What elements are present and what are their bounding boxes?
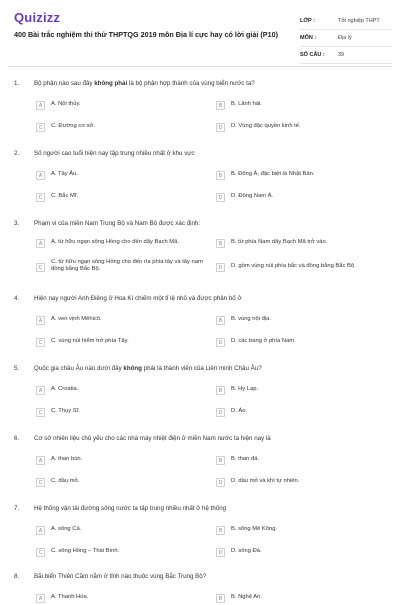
option-c[interactable] <box>36 192 208 204</box>
option-c[interactable] <box>36 407 208 419</box>
option-letter-box: B <box>216 526 225 535</box>
option-letter-box: B <box>216 456 225 465</box>
option-b[interactable] <box>216 170 388 182</box>
option-b[interactable] <box>216 455 388 467</box>
option-text: D. dầu mỏ và khí tự nhiên. <box>231 478 300 484</box>
option-letter-box: B <box>216 594 225 603</box>
option-c[interactable] <box>36 258 208 278</box>
meta-row-count <box>300 47 392 64</box>
option-a[interactable] <box>36 170 208 182</box>
question-number: 3. <box>14 220 20 227</box>
option-text: D. Áo. <box>231 408 248 414</box>
option-text: D. các bang ở phía Nam. <box>231 338 296 344</box>
option-text: D. sông Đà. <box>231 548 262 554</box>
meta-label: MÔN : <box>300 35 317 41</box>
option-letter-box: C <box>36 478 45 487</box>
option-b[interactable] <box>216 593 388 605</box>
header-divider <box>8 66 392 67</box>
meta-label: LỚP : <box>300 18 315 24</box>
option-text: D. Đông Nam Á. <box>231 193 274 199</box>
option-letter-box: A <box>36 316 45 325</box>
question-text: Hệ thống vận tải đường sông nước ta tập trung nhiều nhất ở hệ thống <box>34 505 227 512</box>
question-number: 4. <box>14 295 20 302</box>
option-letter-box: A <box>36 171 45 180</box>
option-text: B. Nghệ An. <box>231 594 262 600</box>
option-b[interactable] <box>216 385 388 397</box>
question-text: Quốc gia châu Âu nào dưới đây không phải là thành viên của Liên minh Châu Âu? <box>34 365 262 372</box>
meta-value: Địa lý <box>338 35 352 41</box>
option-text: C. Đường cơ sở. <box>51 123 95 129</box>
option-letter-box: C <box>36 263 45 272</box>
question-number: 7. <box>14 505 20 512</box>
option-letter-box: A <box>36 594 45 603</box>
option-text: B. sông Mê Kông. <box>231 526 278 532</box>
option-letter-box: B <box>216 171 225 180</box>
meta-panel <box>300 13 392 64</box>
option-letter-box: A <box>36 239 45 248</box>
option-d[interactable] <box>216 337 388 349</box>
option-letter-box: D <box>216 263 225 272</box>
option-text: C. Bắc Mĩ. <box>51 193 79 199</box>
option-d[interactable] <box>216 192 388 204</box>
option-text: C. dầu mỏ. <box>51 478 80 484</box>
question-text: Hiện nay người Anh Điêng ở Hoa Kì chiếm một tỉ lệ nhỏ và được phân bố ở <box>34 295 242 302</box>
meta-row-class <box>300 13 392 30</box>
quizizz-logo: Quizizz <box>14 10 61 25</box>
option-a[interactable] <box>36 455 208 467</box>
option-letter-box: D <box>216 193 225 202</box>
option-text: C. vùng núi hiểm trở phía Tây. <box>51 338 129 344</box>
option-b[interactable] <box>216 238 388 250</box>
question-number: 1. <box>14 80 20 87</box>
question-text: Bộ phận nào sau đây không phải là bộ phận hợp thành của vùng biển nước ta? <box>34 80 255 87</box>
option-letter-box: D <box>216 408 225 417</box>
option-letter-box: D <box>216 478 225 487</box>
meta-value: 39 <box>338 52 345 58</box>
option-text: B. từ phía Nam dãy Bạch Mã trở vào. <box>231 239 328 245</box>
option-letter-box: D <box>216 548 225 557</box>
option-letter-box: B <box>216 316 225 325</box>
option-letter-box: A <box>36 456 45 465</box>
option-b[interactable] <box>216 100 388 112</box>
page-title: 400 Bài trắc nghiệm thi thử THPTQG 2019 môn Địa lí cực hay có lời giải (P10) <box>14 30 278 39</box>
option-c[interactable] <box>36 337 208 349</box>
option-letter-box: B <box>216 386 225 395</box>
option-b[interactable] <box>216 315 388 327</box>
question-text: Phạm vi của miền Nam Trung Bộ và Nam Bộ được xác định: <box>34 220 201 227</box>
option-text: B. than đá. <box>231 456 260 462</box>
option-letter-box: C <box>36 548 45 557</box>
option-text: C. từ hữu ngạn sông Hồng cho đến rìa phía tây và tây nam đồng bằng Bắc Bộ. <box>51 259 203 272</box>
option-text: A. từ hữu ngạn sông Hồng cho đến dãy Bạch Mã. <box>51 239 179 245</box>
question-text: Cơ sở nhiên liệu chủ yếu cho các nhà máy nhiệt điện ở miền Nam nước ta hiện nay là <box>34 435 271 442</box>
option-text: C. Thụy Sĩ. <box>51 408 80 414</box>
option-text: B. vùng nội địa. <box>231 316 271 322</box>
option-letter-box: A <box>36 386 45 395</box>
option-c[interactable] <box>36 122 208 134</box>
option-text: B. Lãnh hải. <box>231 101 262 107</box>
question-number: 6. <box>14 435 20 442</box>
option-d[interactable] <box>216 547 388 559</box>
option-letter-box: A <box>36 526 45 535</box>
option-text: A. Thanh Hóa. <box>51 594 89 600</box>
option-text: A. Croatia. <box>51 386 79 392</box>
question-text: Bãi biển Thiên Cầm nằm ở tỉnh nào thuộc vùng Bắc Trung Bộ? <box>34 573 207 580</box>
option-d[interactable] <box>216 407 388 419</box>
meta-label: SỐ CÂU : <box>300 52 325 58</box>
option-text: B. Đông Á, đặc biệt là Nhật Bản. <box>231 171 315 177</box>
option-d[interactable] <box>216 477 388 489</box>
option-text: D. gồm vùng núi phía bắc và đồng bằng Bắc Bộ. <box>231 263 356 269</box>
option-d[interactable] <box>216 122 388 134</box>
option-text: A. sông Cả. <box>51 526 82 532</box>
option-text: C. sông Hồng – Thái Bình. <box>51 548 120 554</box>
option-a[interactable] <box>36 525 208 537</box>
meta-row-subject <box>300 30 392 47</box>
option-text: B. Hy Lạp. <box>231 386 259 392</box>
option-text: A. than bùn. <box>51 456 83 462</box>
option-letter-box: B <box>216 239 225 248</box>
option-text: D. Vùng đặc quyền kinh tế. <box>231 123 301 129</box>
option-text: A. ven vịnh Mêhicô. <box>51 316 102 322</box>
option-a[interactable] <box>36 100 208 112</box>
option-b[interactable] <box>216 525 388 537</box>
meta-value: Tốt nghiệp THPT <box>338 18 380 24</box>
option-letter-box: D <box>216 123 225 132</box>
question-text: Số người cao tuổi hiện nay tập trung nhiều nhất ở khu vực <box>34 150 195 157</box>
option-c[interactable] <box>36 477 208 489</box>
header <box>0 0 400 62</box>
option-letter-box: C <box>36 123 45 132</box>
option-text: A. Tây Âu. <box>51 171 78 177</box>
option-letter-box: D <box>216 338 225 347</box>
option-letter-box: C <box>36 193 45 202</box>
option-a[interactable] <box>36 593 208 605</box>
option-d[interactable] <box>216 258 388 278</box>
option-letter-box: B <box>216 101 225 110</box>
option-letter-box: A <box>36 101 45 110</box>
option-c[interactable] <box>36 547 208 559</box>
option-a[interactable] <box>36 385 208 397</box>
question-number: 5. <box>14 365 20 372</box>
option-a[interactable] <box>36 238 208 250</box>
option-letter-box: C <box>36 338 45 347</box>
option-letter-box: C <box>36 408 45 417</box>
option-a[interactable] <box>36 315 208 327</box>
question-number: 2. <box>14 150 20 157</box>
option-text: A. Nội thủy. <box>51 101 81 107</box>
question-number: 8. <box>14 573 20 580</box>
